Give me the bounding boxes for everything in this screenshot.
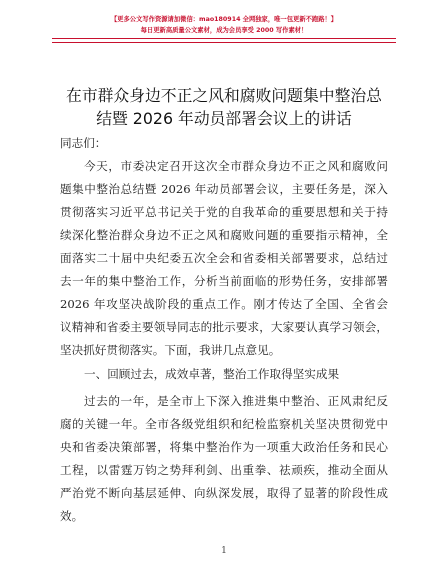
body-line: 央和省委决策部署，将集中整治作为一项重大政治任务和民心: [60, 440, 388, 454]
header-rule-thick: [52, 38, 396, 39]
body-line: 坚决抓好贯彻落实。下面，我讲几点意见。: [60, 343, 281, 357]
body-line: 工程，以雷霆万钧之势拜利剑、出重拳、祛顽疾，推动全面从: [60, 463, 388, 477]
body-line: 去一年的集中整治工作，分析当前面临的形势任务，安排部署: [60, 274, 388, 288]
body-line: 贯彻落实习近平总书记关于党的自我革命的重要思想和关于持: [60, 205, 388, 219]
body-line: 题集中整治总结暨 2026 年动员部署会议，主要任务是，深入: [60, 182, 388, 196]
body-line: 过去的一年，是全市上下深入推进集中整治、正风肃纪反: [84, 394, 388, 408]
body-line: 今天，市委决定召开这次全市群众身边不正之风和腐败问: [84, 159, 388, 173]
header-rule-thin: [52, 42, 396, 43]
body-line: 议精神和省委主要领导同志的批示要求，大家要认真学习领会，: [60, 320, 388, 334]
body-line: 面落实二十届中央纪委五次全会和省委相关部署要求，总结过: [60, 251, 388, 265]
body-line: 续深化整治群众身边不正之风和腐败问题的重要指示精神，全: [60, 228, 388, 242]
section-heading-1: 一、回顾过去，成效卓著，整治工作取得坚实成果: [84, 367, 340, 381]
promo-banner-line-1: 【更多公文写作资源请加微信：mao180914 全网独家，唯一包更新不跑路！】: [110, 16, 338, 23]
body-line: 2026 年攻坚决战阶段的重点工作。刚才传达了全国、全省会: [60, 297, 388, 311]
promo-banner-line-2: 每日更新高质量公文素材，成为会员享受 2000 写作素材！: [140, 27, 308, 34]
document-title-line-2: 结暨 2026 年动员部署会议上的讲话: [96, 109, 352, 128]
body-line: 腐的关键一年。全市各级党组织和纪检监察机关坚决贯彻党中: [60, 417, 388, 431]
salutation: 同志们：: [60, 136, 107, 150]
body-line: 效。: [60, 509, 84, 523]
document-title-line-1: 在市群众身边不正之风和腐败问题集中整治总: [66, 86, 382, 105]
page-number: 1: [221, 546, 227, 556]
body-line: 严治党不断向基层延伸、向纵深发展，取得了显著的阶段性成: [60, 486, 388, 500]
